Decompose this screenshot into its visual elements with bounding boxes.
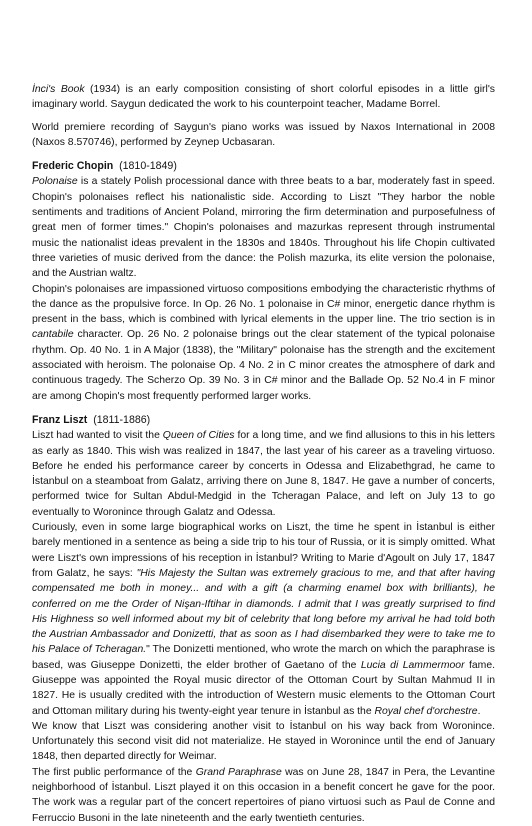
letter-quote: "His Majesty the Sultan was extremely gracious to me, and that after having compensated me both in money... and with a gift (a charming enamel box with brilliants), he conferred on me the Order of Nişan-Iftihar in diamonds. I admit that I was greatly surprised to find His Highness so well informed about my bit of celebrity that long before my arrival he had told both the Austrian Ambassador and Donizetti, that as soon as I had disembarked they were to take me to his Palace of Tcheragan. bbox=[32, 567, 496, 656]
liszt-heading bbox=[32, 413, 495, 428]
chopin-paragraph-2: Chopin's polonaises are impassioned virtuoso compositions embodying the characteristic rhythms of the dance as the propulsive force. In Op. 26 No. 1 polonaise in C# minor, energetic dance rhythm is present in the bass, which is combined with lyrical elements in the upper line. The trio section is in cantabile character. Op. 26 No. 2 polonaise brings out the clear statement of the typical polonaise rhythm. Op. 40 No. 1 in A Major (1838), the "Military" polonaise has the strength and the excitement associated with heroism. The polonaise Op. 4 No. 2 in C minor creates the atmosphere of dark and continuous tragedy. The Scherzo Op. 39 No. 3 in C# minor and the Ballade Op. 52 No.4 in F minor are among Chopin's most frequently performed larger works. bbox=[32, 283, 495, 402]
document-page bbox=[32, 82, 495, 826]
liszt-paragraph-3: We know that Liszt was considering another visit to İstanbul on his way back from Woronince. Unfortunately this second visit did not materialize. He stayed in Woronince until the end of January 1848, then departed directly for Weimar. bbox=[32, 720, 495, 763]
liszt-paragraph-1: Liszt had wanted to visit the Queen of Cities for a long time, and we find allusions to this in his letters as early as 1840. This wish was realized in 1847, the last year of his career as a traveling virtuoso. Before he ended his performance career by concerts in Odessa and Elizabethgrad, he came to İstanbul on a steamboat from Galatz, arriving there on June 8, 1847. He gave a number of concerts, performed twice for Sultan Abdul-Medgid in the Tcheragan Palace, and left on July 13 to go eventually to Woronince through Galatz and Odessa. bbox=[32, 430, 495, 518]
work-title: İnci's Book bbox=[32, 84, 85, 95]
recording-paragraph: World premiere recording of Saygun's piano works was issued by Naxos International in 2008 (Naxos 8.570746), performed by Zeynep Ucbasaran. bbox=[32, 121, 495, 148]
liszt-paragraph-2: Curiously, even in some large biographical works on Liszt, the time he spent in İstanbul is either barely mentioned in a sentence as being a side trip to his tour of Russia, or it is simply omitted. What were Liszt's own impressions of his reception in İstanbul? Writing to Marie d'Agoult on July 17, 1847 from Galatz, he says: "His Majesty the Sultan was extremely gracious to me, and that after having compensated me both in money... and with a gift (a charming enamel box with brilliants), he conferred on me the Order of Nişan-Iftihar in diamonds. I admit that I was greatly surprised to find His Highness so well informed about my bit of celebrity that long before my arrival he had told both the Austrian Ambassador and Donizetti, that as soon as I had disembarked they were to take me to his Palace of Tcheragan." The Donizetti mentioned, who wrote the march on which the paraphrase is based, was Giuseppe Donizetti, the elder brother of Gaetano of the Lucia di Lammermoor fame. Giuseppe was appointed the Royal music director of the Ottoman Court by Sultan Mahmud II in 1827. He is usually credited with the introduction of Western music elements to the Ottoman Court and Ottoman military during his twenty-eight year tenure in İstanbul as the Royal chef d'orchestre. bbox=[32, 522, 496, 717]
liszt-paragraph-4: The first public performance of the Grand Paraphrase was on June 28, 1847 in Pera, the Levantine neighborhood of İstanbul. Liszt played it on this occasion in a benefit concert he gave for the poor. The work was a regular part of the concert repertoires of piano virtuosi such as Paul de Conne and Ferruccio Busoni in the late nineteenth and the early twentieth centuries. bbox=[32, 766, 496, 824]
term: Polonaise bbox=[32, 176, 78, 188]
chopin-heading bbox=[32, 159, 495, 174]
composer-name: Franz Liszt bbox=[32, 413, 88, 426]
composer-dates: (1810-1849) bbox=[119, 160, 177, 173]
composer-name: Frederic Chopin bbox=[32, 160, 114, 173]
term: Lucia di Lammermoor bbox=[360, 659, 465, 671]
composer-dates: (1811-1886) bbox=[93, 413, 151, 426]
term: Royal chef d'orchestre bbox=[374, 705, 478, 717]
intro-paragraph bbox=[32, 82, 495, 113]
chopin-paragraph-1: Polonaise is a stately Polish processional dance with three beats to a bar, moderately fast in speed. Chopin's polonaises reflect his nationalistic side. According to Liszt "They harbor the noble sentiments and traditions of Ancient Poland, mirroring the firm determination and purposefulness of great men of former times." Chopin's polonaises and mazurkas represent through instrumental music the nationalist ideas prevalent in the 1830s and 1840s. Throughout his life Chopin cultivated three varieties of music derived from the dance: the Polish mazurka, its elite version the polonaise, and the Austrian waltz. bbox=[32, 176, 495, 280]
term: Queen of Cities bbox=[162, 430, 235, 442]
intro-text: (1934) is an early composition consisting of short colorful episodes in a little girl's imaginary world. Saygun dedicated the work to his counterpoint teacher, Madame Borrel. bbox=[32, 84, 495, 111]
term: Grand Paraphrase bbox=[195, 766, 282, 778]
term: cantabile bbox=[32, 329, 74, 341]
